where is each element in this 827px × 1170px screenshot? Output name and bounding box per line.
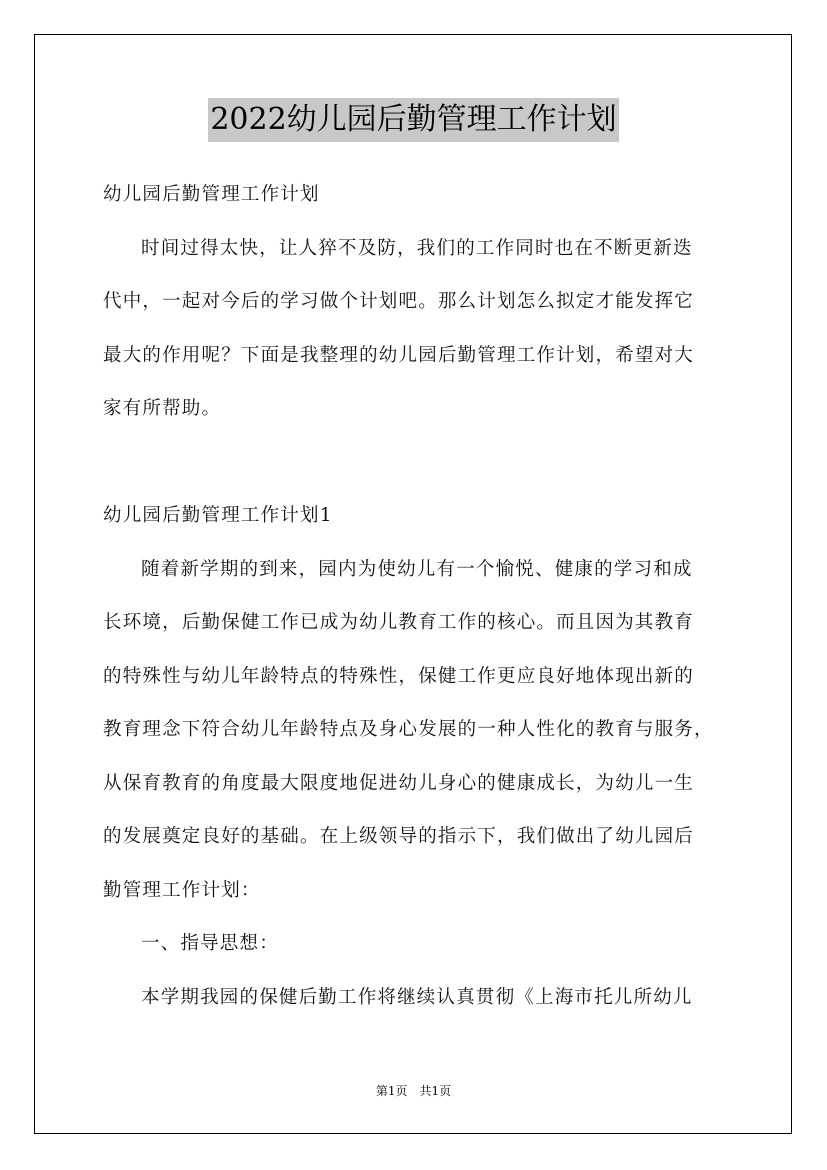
paragraph-line: 代中，一起对今后的学习做个计划吧。那么计划怎么拟定才能发挥它 bbox=[103, 291, 695, 312]
paragraph-line: 随着新学期的到来，园内为使幼儿有一个愉悦、健康的学习和成 bbox=[141, 558, 693, 580]
document-body bbox=[103, 168, 733, 1024]
document-title: 2022幼儿园后勤管理工作计划 bbox=[208, 98, 618, 142]
paragraph-line: 的特殊性与幼儿年龄特点的特殊性，保健工作更应良好地体现出新的 bbox=[103, 665, 695, 687]
page-footer: 第1页 共1页 bbox=[375, 1084, 452, 1098]
paragraph-line: 长环境，后勤保健工作已成为幼儿教育工作的核心。而且因为其教育 bbox=[103, 612, 695, 633]
subsection-heading: 一、指导思想： bbox=[141, 933, 279, 954]
section-heading: 幼儿园后勤管理工作计划 bbox=[103, 184, 320, 205]
paragraph-line: 家有所帮助。 bbox=[103, 398, 222, 419]
section-heading: 幼儿园后勤管理工作计划1 bbox=[103, 505, 333, 526]
title-container bbox=[0, 98, 827, 142]
paragraph-line: 教育理念下符合幼儿年龄特点及身心发展的一种人性化的教育与服务， bbox=[103, 719, 714, 740]
paragraph-line: 勤管理工作计划： bbox=[103, 879, 261, 901]
paragraph-line: 从保育教育的角度最大限度地促进幼儿身心的健康成长，为幼儿一生 bbox=[103, 772, 695, 794]
paragraph-line: 时间过得太快，让人猝不及防，我们的工作同时也在不断更新迭 bbox=[141, 237, 693, 259]
paragraph-line: 本学期我园的保健后勤工作将继续认真贯彻《上海市托儿所幼儿 bbox=[141, 986, 693, 1008]
paragraph-line: 的发展奠定良好的基础。在上级领导的指示下，我们做出了幼儿园后 bbox=[103, 826, 695, 847]
paragraph-line: 最大的作用呢？下面是我整理的幼儿园后勤管理工作计划，希望对大 bbox=[103, 344, 695, 366]
blank-line bbox=[103, 436, 733, 490]
